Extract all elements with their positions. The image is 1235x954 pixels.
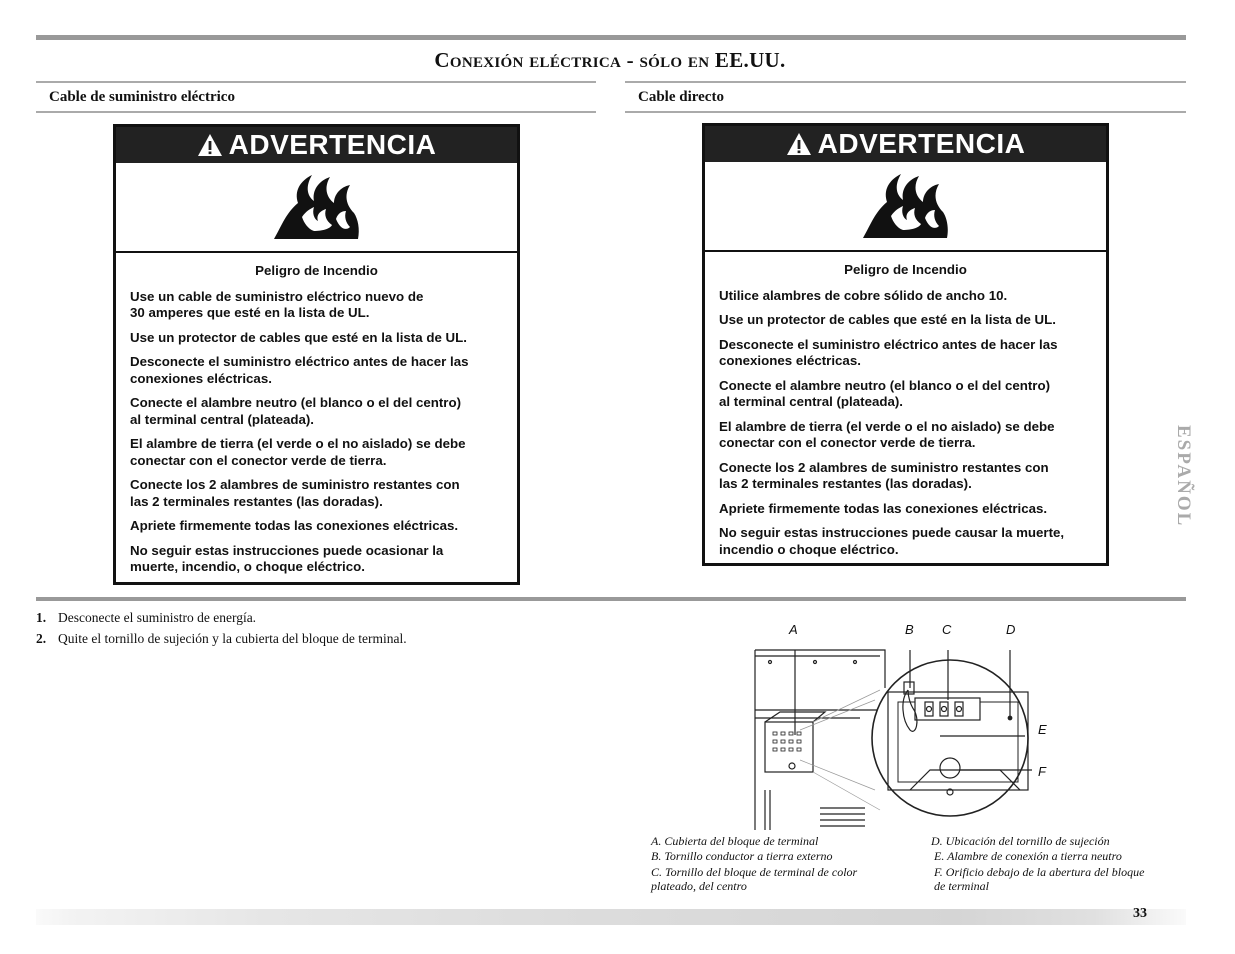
step-number: 1. [36,610,47,625]
warning-body [116,253,517,576]
warning-line: No seguir estas instrucciones puede causar la muerte, incendio o choque eléctrico. [719,525,1065,557]
warning-header [116,127,517,163]
step-text: Desconecte el suministro de energía. [58,610,257,625]
step-item [36,610,407,626]
right-section-top-rule [625,81,1186,83]
warning-triangle-icon [197,133,223,157]
footer-bar [36,909,1186,925]
diagram-caption: A. Cubierta del bloque de terminal [651,834,819,848]
diagram-caption: B. Tornillo conductor a tierra externo [651,849,833,863]
warning-line: Conecte el alambre neutro (el blanco o el del centro) al terminal central (plateada). [130,395,462,427]
page-title: Conexión eléctrica - sólo en EE.UU. [434,48,786,72]
fire-icon [861,172,951,240]
diagram-label-f: F [1038,764,1046,779]
warning-line: Use un protector de cables que esté en la lista de UL. [130,329,467,345]
warning-header-label: ADVERTENCIA [228,129,437,160]
step-text: Quite el tornillo de sujeción y la cubierta del bloque de terminal. [58,631,407,646]
step-number: 2. [36,631,47,646]
fire-hazard-image [116,163,517,253]
diagram-caption: E. Alambre de conexión a tierra neutro [934,849,1122,863]
right-warning-box [702,123,1109,566]
side-language-label: ESPAÑOL [1173,425,1194,528]
diagram-caption: C. Tornillo del bloque de terminal de color plateado, del centro [651,865,858,893]
diagram-label-a: A [789,622,798,637]
left-section-title: Cable de suministro eléctrico [49,89,235,105]
middle-rule [36,597,1186,601]
left-section-top-rule [36,81,596,83]
warning-line: Conecte el alambre neutro (el blanco o el del centro) al terminal central (plateada). [719,377,1051,409]
right-section-bottom-rule [625,111,1186,113]
warning-line: Desconecte el suministro eléctrico antes de hacer las conexiones eléctricas. [130,354,469,386]
left-section-bottom-rule [36,111,596,113]
diagram-label-b: B [905,622,914,637]
warning-line: Apriete firmemente todas las conexiones eléctricas. [719,500,1048,516]
warning-line: No seguir estas instrucciones puede ocasionar la muerte, incendio, o choque eléctrico. [130,542,444,574]
warning-header [705,126,1106,162]
warning-line: Conecte los 2 alambres de suministro restantes con las 2 terminales restantes (las doradas). [130,477,460,509]
warning-title: Peligro de Incendio [255,263,378,278]
warning-header-label: ADVERTENCIA [817,128,1026,159]
warning-line: Use un protector de cables que esté en la lista de UL. [719,312,1056,327]
diagram-label-e: E [1038,722,1047,737]
warning-line: Apriete firmemente todas las conexiones eléctricas. [130,518,459,533]
warning-line: Use un cable de suministro eléctrico nuevo de 30 amperes que esté en la lista de UL. [130,288,424,320]
step-item [36,631,407,647]
fire-hazard-image [705,162,1106,252]
warning-line: Desconecte el suministro eléctrico antes de hacer las conexiones eléctricas. [719,336,1058,368]
left-warning-box [113,124,520,585]
warning-line: Conecte los 2 alambres de suministro restantes con las 2 terminales restantes (las doradas). [719,459,1049,491]
diagram-label-d: D [1006,622,1016,637]
diagram-label-c: C [942,622,952,637]
terminal-block-diagram [740,640,1060,830]
diagram-caption: D. Ubicación del tornillo de sujeción [931,834,1110,848]
warning-line: El alambre de tierra (el verde o el no aislado) se debe conectar con el conector verde de tierra. [719,418,1055,450]
warning-body [705,252,1106,558]
warning-line: Utilice alambres de cobre sólido de ancho 10. [719,287,1008,303]
diagram-caption: F. Orificio debajo de la abertura del bloque de terminal [934,865,1145,893]
warning-title: Peligro de Incendio [844,262,967,277]
warning-line: El alambre de tierra (el verde o el no aislado) se debe conectar con el conector verde de tierra. [130,436,466,468]
fire-icon [272,173,362,241]
warning-triangle-icon [786,132,812,156]
page-number: 33 [1133,906,1147,921]
right-section-title: Cable directo [638,89,724,105]
top-rule [36,35,1186,40]
steps-list [36,610,407,652]
